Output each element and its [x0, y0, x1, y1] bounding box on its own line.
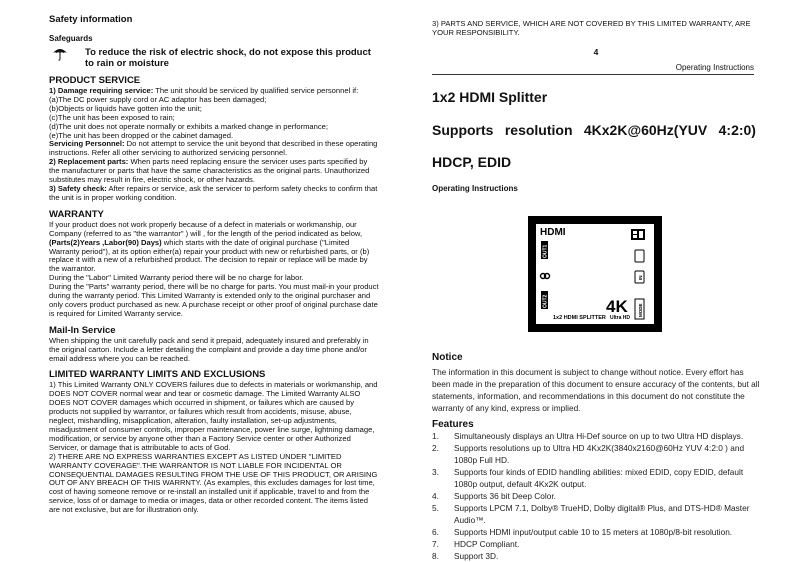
- device-illustration: [528, 216, 662, 332]
- feature-text: Supports 36 bit Deep Color.: [454, 490, 556, 501]
- page-number: 4: [593, 46, 599, 57]
- feature-number: 2.: [432, 442, 439, 453]
- list-item: (c)The unit has been exposed to rain;: [49, 112, 175, 122]
- splitter-label: 1x2 HDMI SPLITTER: [553, 314, 606, 321]
- 4k-logo: 4K: [606, 296, 628, 316]
- ps2-paragraph: [49, 158, 379, 185]
- hdmi-logo: HDMI: [540, 226, 566, 238]
- mailin-text: When shipping the unit carefully pack and send it prepaid, adequately insured and preferably in the original carton. Include a letter detailing the complaint and provide a day time phone and/or email address where you can be reached.: [49, 335, 369, 363]
- header-rule: [432, 74, 754, 75]
- ps3-label: 3) Safety check:: [49, 183, 107, 193]
- umbrella-icon: [49, 47, 71, 61]
- feature-number: 5.: [432, 502, 439, 513]
- out1-label: OUT1: [542, 244, 549, 258]
- feature-number: 7.: [432, 538, 439, 549]
- feature-text: HDCP Compliant.: [454, 538, 520, 549]
- feature-text: Support 3D.: [454, 550, 499, 561]
- mailin-heading: Mail-In Service: [49, 324, 116, 336]
- list-item: (e)The unit has been dropped or the cabinet damaged.: [49, 130, 234, 140]
- warranty-heading: WARRANTY: [49, 208, 104, 220]
- safety-heading: Safety information: [49, 14, 133, 25]
- title-splitter: 1x2 HDMI Splitter: [432, 88, 548, 105]
- list-item: [432, 538, 760, 550]
- left-column: [49, 14, 379, 515]
- title-resolution: [432, 122, 756, 138]
- mode-label: MODE: [638, 303, 643, 317]
- header-operating-instructions: Operating Instructions: [675, 62, 754, 72]
- list-item: [432, 526, 760, 538]
- notice-heading: Notice: [432, 351, 463, 363]
- right-column: [432, 20, 760, 562]
- hdmi-port-icon: [631, 229, 645, 240]
- ps3-paragraph: [49, 185, 379, 203]
- title-word: resolution: [504, 121, 573, 138]
- warranty-paragraph: [49, 221, 379, 274]
- servicing-text: Do not attempt to service the unit beyond that described in these operating instructions. Refer all other servicing to authorized servicing personnel.: [49, 139, 378, 158]
- title-word: 4:2:0): [718, 121, 756, 138]
- feature-text: Supports four kinds of EDID handling abilities: mixed EDID, copy EDID, default 1080p output, default 4Kx2K output.: [454, 466, 744, 489]
- ps2-label: 2) Replacement parts:: [49, 157, 129, 167]
- list-item: [432, 430, 760, 442]
- notice-text: The information in this document is subject to change without notice. Every effort has been made in the preparation of this document to ensure accuracy of the contents, but all statements, information, and recommendations in this document do not constitute the warranty of any kind, express or implied.: [432, 366, 760, 413]
- title-word: 4Kx2K@60Hz(YUV: [583, 121, 708, 138]
- warranty-parts: During the "Parts" warranty period, there will be no charge for parts. You must mail-in your product during the warranty period. This Limited Warranty is extended only to the original purchaser and only covers product purchased as new. A purchase receipt or other proof of original purchase date is required for Limited Warranty service.: [49, 282, 379, 318]
- ps3-text: After repairs or service, ask the servicer to perform safety checks to confirm that the unit is in proper working condition.: [49, 183, 378, 202]
- ps1-list: [49, 96, 379, 141]
- list-item: [432, 466, 760, 490]
- feature-text: Simultaneously displays an Ultra Hi-Def source on up to two Ultra HD displays.: [454, 430, 744, 441]
- feature-text: Supports resolutions up to Ultra HD 4Kx2K(3840x2160@60Hz YUV 4:2:0 ) and 1080p Full HD.: [454, 442, 745, 465]
- limited-heading: LIMITED WARRANTY LIMITS AND EXCLUSIONS: [49, 369, 266, 381]
- limited-p2: 2) THERE ARE NO EXPRESS WARRANTIES EXCEPT AS LISTED UNDER "LIMITED WARRANTY COVERAGE".THE WARRANTOR IS NOT LIABLE FOR INCIDENTAL OR CONSEQUENTIAL DAMAGES RESULTING FROM THE USE OF THIS PRODUCT, OR ARISING OUT OF ANY BREACH OF THIS WARRNTY. (As examples, this excludes damages for lost time, cost of having someone remove or re-install an installed unit if applicable, travel to and from the service, loss of or damage to media or images, data or other recorded content. The items listed are not exclusive, but are for illustration only.: [49, 451, 378, 515]
- list-item: [432, 502, 760, 526]
- feature-number: 6.: [432, 526, 439, 537]
- list-item: [432, 490, 760, 502]
- list-item: (a)The DC power supply cord or AC adaptor has been damaged;: [49, 94, 267, 104]
- warning-row: [49, 47, 379, 69]
- features-heading: Features: [432, 418, 474, 430]
- in-label: IN: [638, 275, 643, 280]
- ps1-text: The unit should be serviced by qualified service personnel if:: [153, 86, 359, 95]
- feature-number: 1.: [432, 430, 439, 441]
- warranty-text-c: which starts with the date of original purchase ("Limited Warranty period"), at its option either(a) repair your product with new or refurbished parts, or (b) replace it with a new of a refurbished product. The decision to repair or replace will be made by the warrantor.: [49, 237, 370, 274]
- servicing-label: Servicing Personnel:: [49, 139, 125, 149]
- warranty-labor: During the "Labor" Limited Warranty period there will be no charge for labor.: [49, 273, 304, 283]
- servicing-paragraph: [49, 140, 379, 158]
- warranty-text-a: If your product does not work properly because of a defect in materials or workmanship, our Company (referred to as "the warrantor" ) will , for the length of the period indicated as below,: [49, 219, 363, 238]
- ps1-label: 1) Damage requiring service:: [49, 86, 154, 95]
- safeguards-heading: Safeguards: [49, 34, 93, 43]
- list-item: [432, 550, 760, 562]
- feature-text: Supports LPCM 7.1, Dolby® TrueHD, Dolby digital® Plus, and DTS-HD® Master Audio™.: [454, 502, 750, 525]
- features-list: [432, 430, 760, 562]
- feature-text: Supports HDMI input/output cable 10 to 15 meters at 1080p/8-bit resolution.: [454, 526, 733, 537]
- list-item: (b)Objects or liquids have gotten into the unit;: [49, 103, 202, 113]
- feature-number: 4.: [432, 490, 439, 501]
- ultra-hd-text: Ultra HD: [610, 314, 631, 321]
- warranty-period: (Parts(2)Years ,Labor(90) Days): [49, 237, 162, 247]
- feature-number: 3.: [432, 466, 439, 477]
- parts-service-text: 3) PARTS AND SERVICE, WHICH ARE NOT COVERED BY THIS LIMITED WARRANTY, ARE YOUR RESPONSIBILITY.: [432, 19, 751, 37]
- list-item: [432, 442, 760, 466]
- warning-text: To reduce the risk of electric shock, do not expose this product to rain or moisture: [85, 47, 371, 69]
- product-image: [528, 216, 662, 332]
- title-word: Supports: [432, 121, 494, 138]
- feature-number: 8.: [432, 550, 439, 561]
- list-item: (d)The unit does not operate normally or exhibits a marked change in performance;: [49, 121, 329, 131]
- product-service-heading: PRODUCT SERVICE: [49, 75, 141, 86]
- limited-p1: 1) This Limited Warranty ONLY COVERS failures due to defects in materials or workmanship, and DOES NOT COVER normal wear and tear or cosmetic damage. The Limited Warranty ALSO DOES NOT COVER damages which occurred in shipment, or failures which are caused by products not supplied by warrantor, or failures which result from accidents, misuse, abuse, neglect, mishandling, misapplication, alteration, faulty installation, set-up adjustments, misadjustment of consumer controls, improper maintenance, power line surge, lightning damage, modification, or service by anyone other than a Factory Service center or other Authorized Servicer, or damage that is attributable to acts of God.: [49, 380, 378, 452]
- out2-label: OUT2: [542, 294, 549, 308]
- title-hdcp: HDCP, EDID: [432, 153, 512, 170]
- ps2-text: When parts need replacing ensure the servicer uses parts specified by the manufacturer or parts that have the same characteristics as the original parts. Unauthorized substitutes may result in fire, electric shock, or other hazards.: [49, 157, 370, 185]
- operating-instructions-label: Operating Instructions: [432, 183, 518, 193]
